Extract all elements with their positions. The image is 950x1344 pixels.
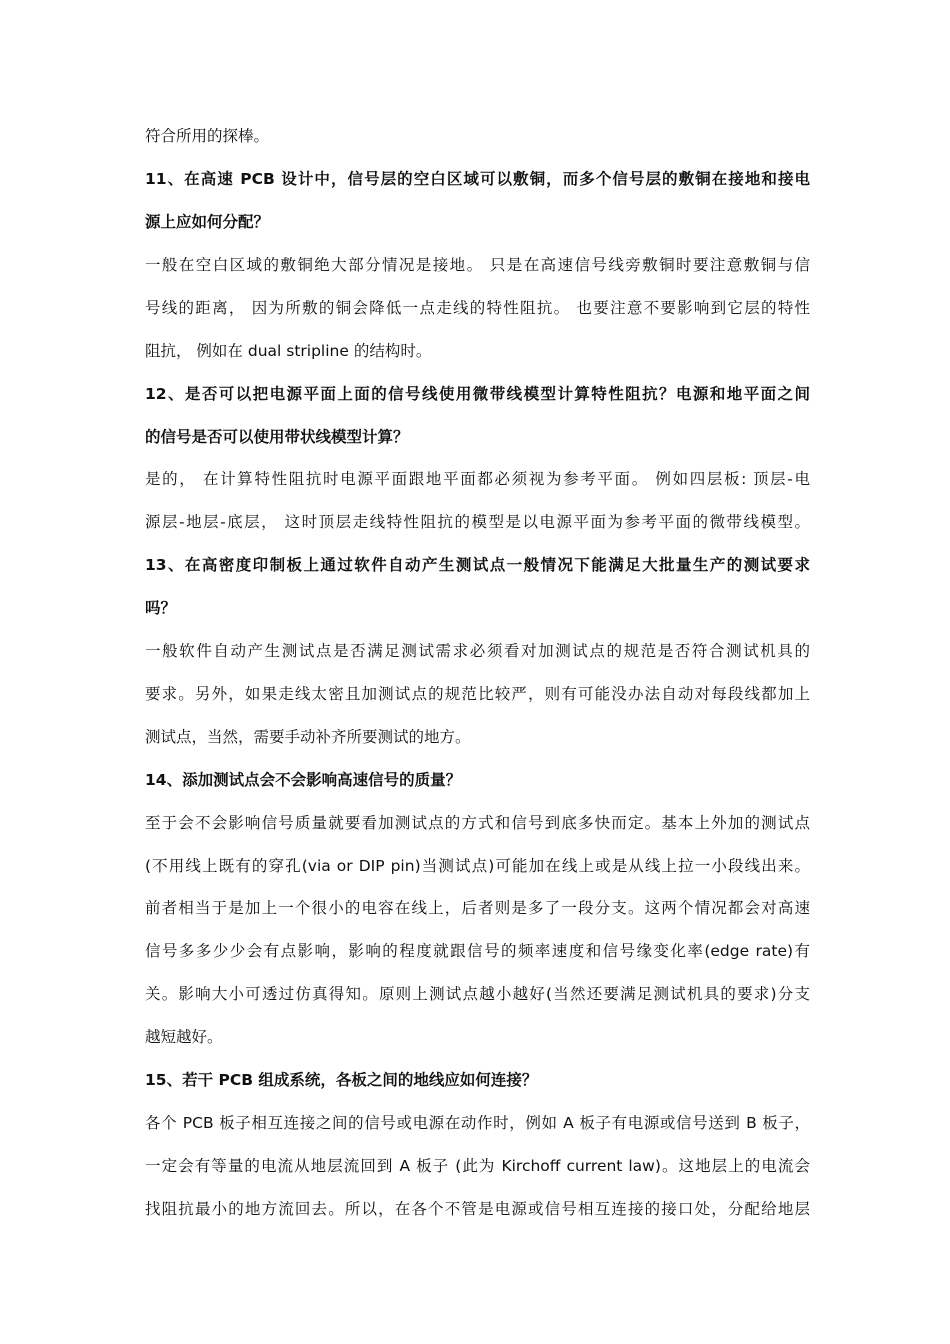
- question-line: 15、若干 PCB 组成系统，各板之间的地线应如何连接？: [145, 1071, 538, 1089]
- answer-line: 号线的距离， 因为所敷的铜会降低一点走线的特性阻抗。 也要注意不要影响到它层的特性: [145, 299, 810, 317]
- answer-line: 一般在空白区域的敷铜绝大部分情况是接地。 只是在高速信号线旁敷铜时要注意敷铜与信: [145, 256, 810, 274]
- question-line: 13、在高密度印制板上通过软件自动产生测试点一般情况下能满足大批量生产的测试要求: [145, 556, 810, 574]
- answer-line: 至于会不会影响信号质量就要看加测试点的方式和信号到底多快而定。基本上外加的测试点: [145, 814, 810, 832]
- answer-line: (不用线上既有的穿孔(via or DIP pin)当测试点)可能加在线上或是从线上拉一小段线出来。: [145, 857, 810, 875]
- answer-line: 测试点，当然，需要手动补齐所要测试的地方。: [145, 728, 471, 746]
- question-line: 12、是否可以把电源平面上面的信号线使用微带线模型计算特性阻抗？电源和地平面之间: [145, 385, 810, 403]
- answer-line: 一定会有等量的电流从地层流回到 A 板子 (此为 Kirchoff current law)。这地层上的电流会: [145, 1157, 810, 1175]
- question-line: 源上应如何分配？: [145, 213, 270, 231]
- answer-line: 各个 PCB 板子相互连接之间的信号或电源在动作时，例如 A 板子有电源或信号送到 B 板子，: [145, 1114, 810, 1132]
- question-line: 吗？: [145, 599, 177, 617]
- answer-line: 一般软件自动产生测试点是否满足测试需求必须看对加测试点的规范是否符合测试机具的: [145, 642, 810, 660]
- answer-line: 符合所用的探棒。: [145, 127, 270, 145]
- answer-line: 越短越好。: [145, 1028, 223, 1046]
- answer-line: 找阻抗最小的地方流回去。所以，在各个不管是电源或信号相互连接的接口处，分配给地层: [145, 1200, 810, 1218]
- answer-line: 源层-地层-底层， 这时顶层走线特性阻抗的模型是以电源平面为参考平面的微带线模型。: [145, 513, 810, 531]
- answer-line: 阻抗， 例如在 dual stripline 的结构时。: [145, 342, 432, 360]
- question-line: 的信号是否可以使用带状线模型计算？: [145, 428, 409, 446]
- answer-line: 要求。另外，如果走线太密且加测试点的规范比较严，则有可能没办法自动对每段线都加上: [145, 685, 810, 703]
- question-line: 14、添加测试点会不会影响高速信号的质量？: [145, 771, 462, 789]
- question-line: 11、在高速 PCB 设计中，信号层的空白区域可以敷铜，而多个信号层的敷铜在接地和接电: [145, 170, 810, 188]
- answer-line: 是的， 在计算特性阻抗时电源平面跟地平面都必须视为参考平面。 例如四层板: 顶层-电: [145, 470, 810, 488]
- answer-line: 关。影响大小可透过仿真得知。原则上测试点越小越好(当然还要满足测试机具的要求)分支: [145, 985, 810, 1003]
- answer-line: 前者相当于是加上一个很小的电容在线上，后者则是多了一段分支。这两个情况都会对高速: [145, 899, 810, 917]
- answer-line: 信号多多少少会有点影响，影响的程度就跟信号的频率速度和信号缘变化率(edge rate)有: [145, 942, 810, 960]
